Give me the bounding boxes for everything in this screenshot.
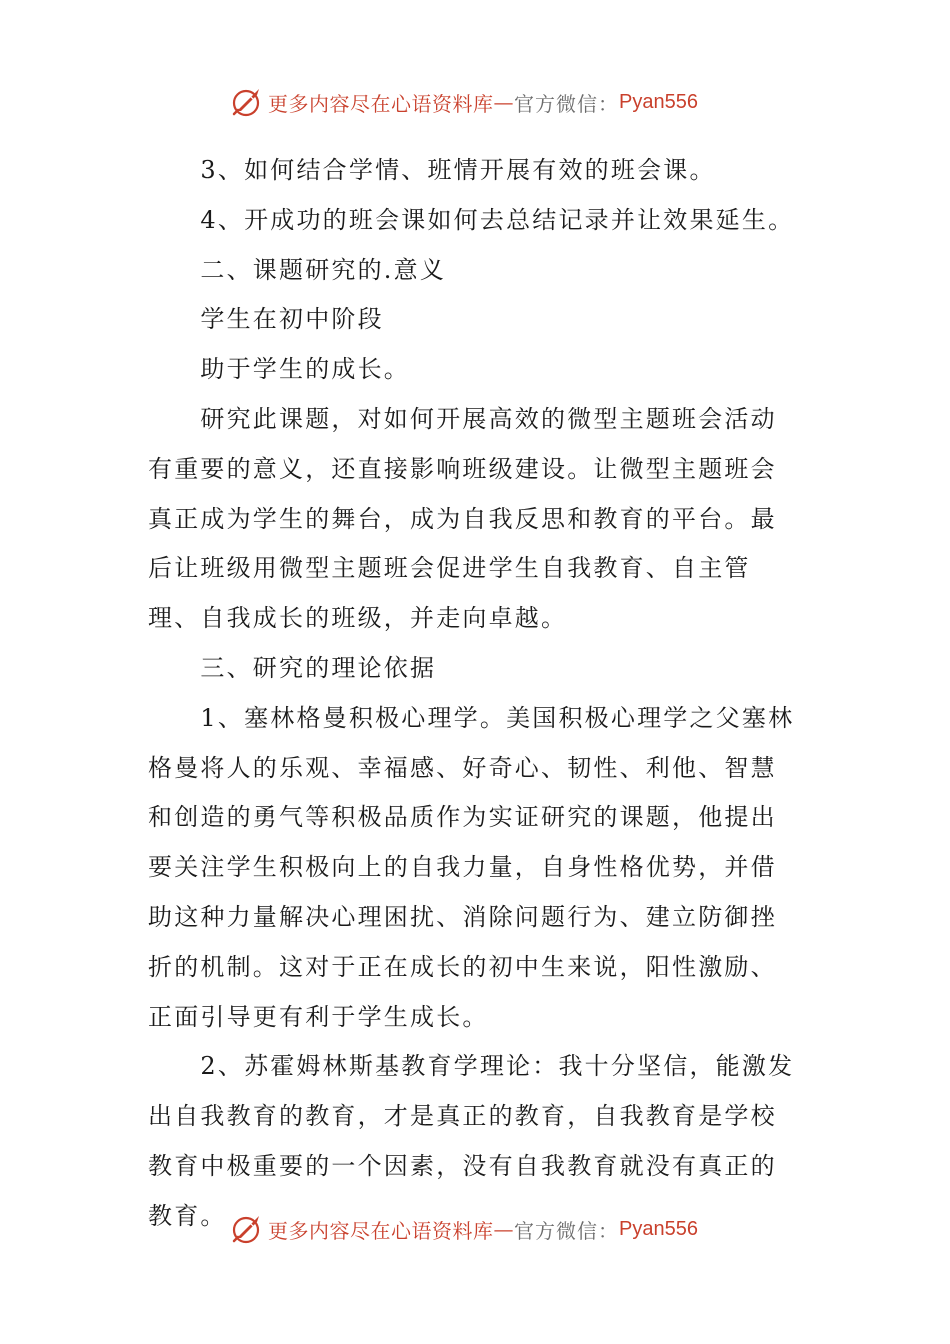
- paragraph: 2、苏霍姆林斯基教育学理论：我十分坚信，能激发出自我教育的教育，才是真正的教育，自我教育是学校教育中极重要的一个因素，没有自我教育就没有真正的教育。: [148, 1052, 795, 1230]
- banner-wechat-label: 官方微信：: [514, 91, 619, 116]
- paragraph: 4、开成功的班会课如何去总结记录并让效果延生。: [148, 205, 795, 234]
- section-heading: 三、研究的理论依据: [148, 653, 437, 682]
- banner-wechat-id: Pyan556: [619, 90, 698, 113]
- banner-text: 更多内容尽在心语资料库: [268, 91, 494, 116]
- section-heading: 二、课题研究的.意义: [148, 255, 447, 284]
- pen-nib-icon: [228, 1211, 264, 1247]
- banner-dash: —: [493, 1217, 514, 1241]
- paragraph: 3、如何结合学情、班情开展有效的班会课。: [148, 156, 716, 184]
- banner-wechat-id: Pyan556: [619, 1217, 698, 1240]
- paragraph: 助于学生的成长。: [148, 355, 410, 384]
- document-body: [148, 146, 800, 1242]
- header-banner: [228, 82, 698, 122]
- banner-text: 更多内容尽在心语资料库: [268, 1218, 494, 1243]
- banner-dash: —: [493, 90, 514, 114]
- paragraph: 学生在初中阶段: [148, 305, 384, 334]
- footer-banner: [228, 1209, 698, 1249]
- paragraph: 研究此课题，对如何开展高效的微型主题班会活动有重要的意义，还直接影响班级建设。让微型主题班会真正成为学生的舞台，成为自我反思和教育的平台。最后让班级用微型主题班会促进学生自我教育、自主管理、自我成长的班级，并走向卓越。: [148, 404, 777, 633]
- banner-wechat-label: 官方微信：: [514, 1218, 619, 1243]
- pen-nib-icon: [228, 84, 264, 120]
- paragraph: 1、塞林格曼积极心理学。美国积极心理学之父塞林格曼将人的乐观、幸福感、好奇心、韧性、利他、智慧和创造的勇气等积极品质作为实证研究的课题，他提出要关注学生积极向上的自我力量，自身性格优势，并借助这种力量解决心理困扰、消除问题行为、建立防御挫折的机制。这对于正在成长的初中生来说，阳性激励、正面引导更有利于学生成长。: [148, 703, 795, 1031]
